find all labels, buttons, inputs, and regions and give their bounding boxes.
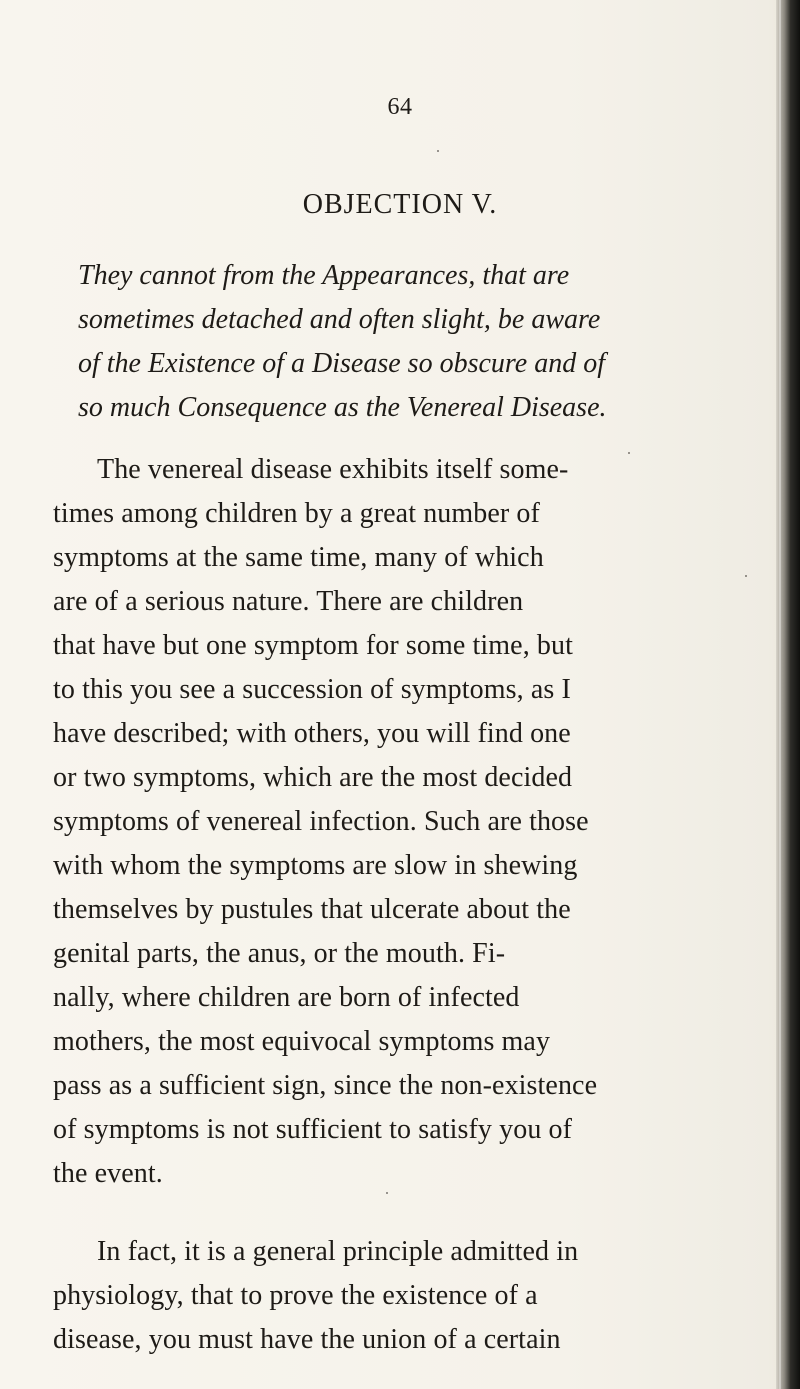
body-line: with whom the symptoms are slow in shewing <box>53 850 578 881</box>
paper-speck <box>437 150 439 152</box>
body-line: The venereal disease exhibits itself some- <box>97 454 569 485</box>
body-line: symptoms at the same time, many of which <box>53 542 544 573</box>
body-line: mothers, the most equivocal symptoms may <box>53 1026 551 1057</box>
subtitle-line: of the Existence of a Disease so obscure and of <box>78 348 605 379</box>
paper-speck <box>628 452 630 454</box>
body-line: that have but one symptom for some time, but <box>53 630 573 661</box>
body-line: the event. <box>53 1158 163 1189</box>
subtitle-line: sometimes detached and often slight, be aware <box>78 304 601 335</box>
body-line: or two symptoms, which are the most decided <box>53 762 573 793</box>
page-number: 64 <box>387 94 413 120</box>
objection-heading: OBJECTION V. <box>302 189 498 220</box>
subtitle-line: They cannot from the Appearances, that are <box>78 260 570 291</box>
body-line: to this you see a succession of symptoms, as I <box>53 674 571 705</box>
body-line: nally, where children are born of infected <box>53 982 520 1013</box>
body-line: disease, you must have the union of a certain <box>53 1324 561 1355</box>
body-line: have described; with others, you will find one <box>53 718 571 749</box>
body-line: are of a serious nature. There are children <box>53 586 524 617</box>
body-line: themselves by pustules that ulcerate about the <box>53 894 571 925</box>
body-line: pass as a sufficient sign, since the non-existence <box>53 1070 598 1101</box>
body-line: In fact, it is a general principle admitted in <box>97 1236 579 1267</box>
body-line: genital parts, the anus, or the mouth. Fi- <box>53 938 506 969</box>
body-line: symptoms of venereal infection. Such are those <box>53 806 589 837</box>
paper-speck <box>745 575 747 577</box>
subtitle-line: so much Consequence as the Venereal Disease. <box>78 392 607 423</box>
body-line: of symptoms is not sufficient to satisfy you of <box>53 1114 573 1145</box>
paper-speck <box>386 1192 388 1194</box>
body-line: physiology, that to prove the existence of a <box>53 1280 538 1311</box>
body-line: times among children by a great number of <box>53 498 540 529</box>
